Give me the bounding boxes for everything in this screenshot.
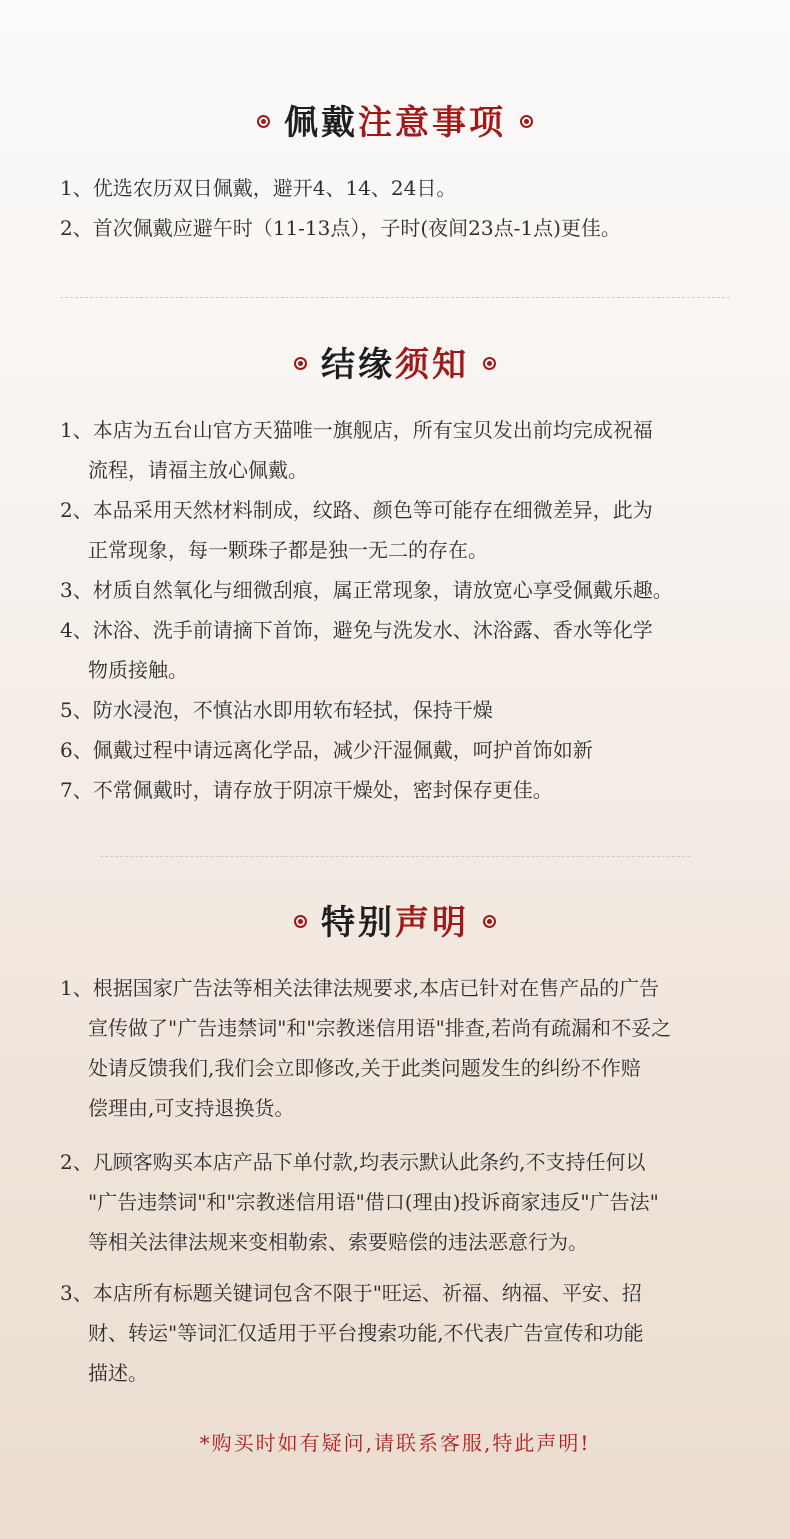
ring-ornament-icon <box>294 357 307 370</box>
guidelines-list <box>60 410 673 810</box>
list-item-continuation: 流程，请福主放心佩戴。 <box>88 458 308 482</box>
section-title-red: 注意事项 <box>358 103 506 143</box>
section-title-dark: 结缘 <box>321 345 395 385</box>
list-item-continuation: 处请反馈我们,我们会立即修改,关于此类问题发生的纠纷不作赔 <box>88 1056 641 1080</box>
list-item: 4、沐浴、洗手前请摘下首饰，避免与洗发水、沐浴露、香水等化学 <box>60 618 653 642</box>
list-item-continuation: 物质接触。 <box>88 658 188 682</box>
notes-list <box>60 168 621 248</box>
ring-ornament-icon <box>257 115 270 128</box>
list-item-continuation: 宣传做了"广告违禁词"和"宗教迷信用语"排查,若尚有疏漏和不妥之 <box>88 1016 672 1040</box>
ring-ornament-icon <box>294 915 307 928</box>
list-item: 7、不常佩戴时，请存放于阴凉干燥处，密封保存更佳。 <box>60 778 553 802</box>
list-item: 1、优选农历双日佩戴，避开4、14、24日。 <box>60 176 457 200</box>
statement-item-1 <box>60 968 671 1128</box>
list-item: 3、材质自然氧化与细微刮痕，属正常现象，请放宽心享受佩戴乐趣。 <box>60 578 673 602</box>
list-item: 2、首次佩戴应避午时（11-13点），子时(夜间23点-1点)更佳。 <box>60 216 621 240</box>
list-item: 6、佩戴过程中请远离化学品，减少汗湿佩戴，呵护首饰如新 <box>60 738 593 762</box>
ring-ornament-icon <box>483 915 496 928</box>
footer-note: *购买时如有疑问,请联系客服,特此声明! <box>199 1431 591 1455</box>
section-title-red: 声明 <box>395 903 469 943</box>
ring-ornament-icon <box>520 115 533 128</box>
list-item: 3、本店所有标题关键词包含不限于"旺运、祈福、纳福、平安、招 <box>60 1281 642 1305</box>
statement-item-3 <box>60 1273 644 1393</box>
ring-ornament-icon <box>483 357 496 370</box>
section-title-red: 须知 <box>395 345 469 385</box>
statement-item-2 <box>60 1142 659 1262</box>
section-title-statement <box>0 903 790 943</box>
section-divider <box>60 297 730 298</box>
section-divider <box>100 856 690 857</box>
list-item: 2、本品采用天然材料制成，纹路、颜色等可能存在细微差异，此为 <box>60 498 653 522</box>
list-item-continuation: 描述。 <box>88 1361 148 1385</box>
list-item-continuation: 等相关法律法规来变相勒索、索要赔偿的违法恶意行为。 <box>88 1230 588 1254</box>
section-title-notes <box>0 103 790 143</box>
list-item: 5、防水浸泡，不慎沾水即用软布轻拭，保持干燥 <box>60 698 493 722</box>
list-item-continuation: "广告违禁词"和"宗教迷信用语"借口(理由)投诉商家违反"广告法" <box>88 1190 659 1214</box>
list-item-continuation: 偿理由,可支持退换货。 <box>88 1096 295 1120</box>
list-item-continuation: 正常现象，每一颗珠子都是独一无二的存在。 <box>88 538 488 562</box>
list-item: 2、凡顾客购买本店产品下单付款,均表示默认此条约,不支持任何以 <box>60 1150 646 1174</box>
list-item: 1、根据国家广告法等相关法律法规要求,本店已针对在售产品的广告 <box>60 976 660 1000</box>
list-item-continuation: 财、转运"等词汇仅适用于平台搜索功能,不代表广告宣传和功能 <box>88 1321 644 1345</box>
section-title-dark: 佩戴 <box>284 103 358 143</box>
section-title-dark: 特别 <box>321 903 395 943</box>
section-title-guidelines <box>0 345 790 385</box>
list-item: 1、本店为五台山官方天猫唯一旗舰店，所有宝贝发出前均完成祝福 <box>60 418 653 442</box>
